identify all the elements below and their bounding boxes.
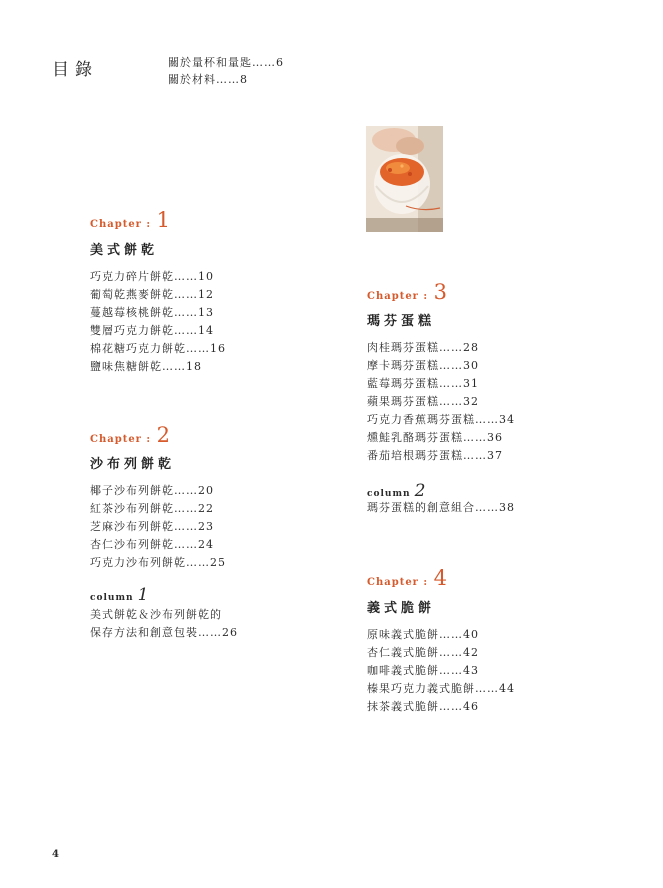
- toc-item[interactable]: 紅茶沙布列餅乾……22: [90, 502, 214, 515]
- chapter-2-items: [90, 482, 226, 572]
- toc-item[interactable]: 鹽味焦糖餅乾……18: [90, 360, 202, 373]
- chapter-1-items: [90, 268, 226, 376]
- chapter-number: 4: [433, 566, 448, 590]
- intro-list: [168, 54, 284, 88]
- toc-item[interactable]: 巧克力香蕉瑪芬蛋糕……34: [367, 413, 515, 426]
- toc-item[interactable]: 燻鮭乳酪瑪芬蛋糕……36: [367, 431, 503, 444]
- column-number: 1: [137, 585, 150, 605]
- toc-item[interactable]: 蘋果瑪芬蛋糕……32: [367, 395, 479, 408]
- chapter-label-text: Chapter: [90, 434, 142, 445]
- chapter-1-title: 美式餅乾: [90, 243, 159, 258]
- column-2-label: [367, 481, 426, 501]
- column-label-text: column: [367, 489, 411, 499]
- column-2-lines: [367, 499, 515, 517]
- toc-item[interactable]: 摩卡瑪芬蛋糕……30: [367, 359, 479, 372]
- muffin-photo: [366, 126, 443, 232]
- chapter-4-label: Chapter : 4: [367, 566, 448, 590]
- toc-item[interactable]: 番茄培根瑪芬蛋糕……37: [367, 449, 503, 462]
- column-number: 2: [414, 481, 427, 501]
- column-line[interactable]: 瑪芬蛋糕的創意組合……38: [367, 501, 515, 514]
- column-1-lines: [90, 606, 238, 642]
- toc-item[interactable]: 椰子沙布列餅乾……20: [90, 484, 214, 497]
- chapter-label-text: Chapter: [367, 291, 419, 302]
- chapter-3-title: 瑪芬蛋糕: [367, 314, 436, 329]
- chapter-1-label: Chapter : 1: [90, 208, 171, 232]
- chapter-label-text: Chapter: [367, 577, 419, 588]
- toc-item[interactable]: 雙層巧克力餅乾……14: [90, 324, 214, 337]
- chapter-2-title: 沙布列餅乾: [90, 457, 176, 472]
- toc-item[interactable]: 棉花糖巧克力餅乾……16: [90, 342, 226, 355]
- toc-item[interactable]: 杏仁沙布列餅乾……24: [90, 538, 214, 551]
- chapter-4-items: [367, 626, 515, 716]
- toc-item[interactable]: 榛果巧克力義式脆餅……44: [367, 682, 515, 695]
- column-1-label: [90, 585, 149, 605]
- chapter-number: 3: [433, 280, 448, 304]
- toc-item[interactable]: 芝麻沙布列餅乾……23: [90, 520, 214, 533]
- toc-item[interactable]: 藍莓瑪芬蛋糕……31: [367, 377, 479, 390]
- intro-item[interactable]: 關於量杯和量匙……6: [168, 56, 284, 69]
- toc-item[interactable]: 抹茶義式脆餅……46: [367, 700, 479, 713]
- toc-item[interactable]: 蔓越莓核桃餅乾……13: [90, 306, 214, 319]
- column-line[interactable]: 保存方法和創意包裝……26: [90, 626, 238, 639]
- chapter-number: 2: [156, 423, 171, 447]
- chapter-2-label: Chapter : 2: [90, 423, 171, 447]
- page-number: 4: [52, 849, 59, 860]
- chapter-4-title: 義式脆餅: [367, 601, 436, 616]
- toc-item[interactable]: 葡萄乾燕麥餅乾……12: [90, 288, 214, 301]
- toc-item[interactable]: 杏仁義式脆餅……42: [367, 646, 479, 659]
- chapter-3-label: Chapter : 3: [367, 280, 448, 304]
- toc-item[interactable]: 咖啡義式脆餅……43: [367, 664, 479, 677]
- toc-item[interactable]: 原味義式脆餅……40: [367, 628, 479, 641]
- column-label-text: column: [90, 593, 134, 603]
- toc-item[interactable]: 肉桂瑪芬蛋糕……28: [367, 341, 479, 354]
- chapter-number: 1: [156, 208, 171, 232]
- column-line[interactable]: 美式餅乾＆沙布列餅乾的: [90, 608, 222, 621]
- toc-item[interactable]: 巧克力碎片餅乾……10: [90, 270, 214, 283]
- toc-title: 目錄: [52, 60, 98, 80]
- intro-item[interactable]: 關於材料……8: [168, 73, 248, 86]
- chapter-3-items: [367, 339, 515, 465]
- chapter-label-text: Chapter: [90, 219, 142, 230]
- toc-item[interactable]: 巧克力沙布列餅乾……25: [90, 556, 226, 569]
